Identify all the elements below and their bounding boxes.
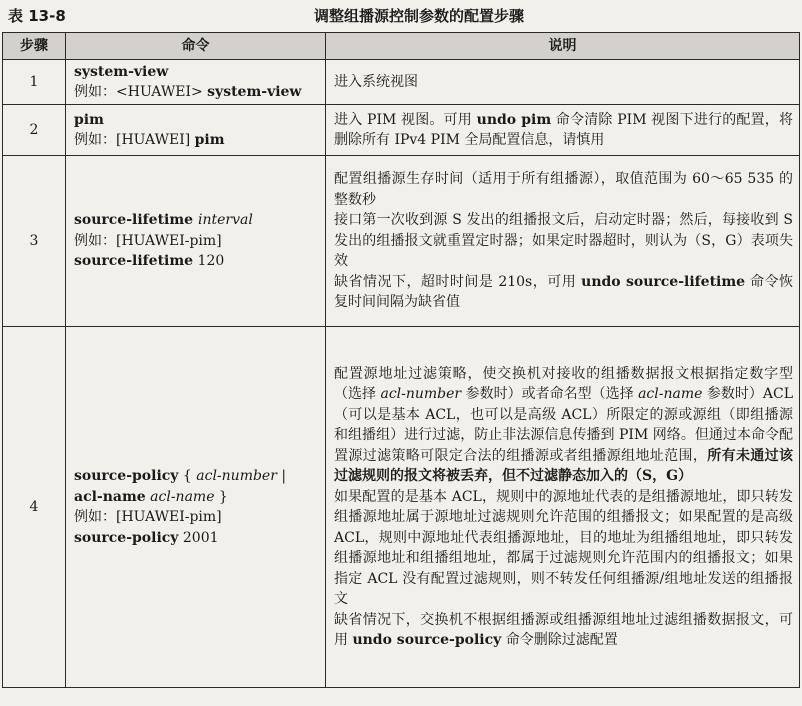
syntax-brace: } xyxy=(214,488,228,505)
table-title: 调整组播源控制参数的配置步骤 xyxy=(313,7,524,25)
desc-paragraph xyxy=(334,610,793,651)
step-number: 4 xyxy=(3,327,66,688)
command-param: acl-name xyxy=(145,488,215,505)
desc-paragraph: 如果配置的是基本 ACL，规则中的源地址代表的是组播源地址，即只转发组播源地址属于源地址过滤规则允许范围的组播报文；如果配置的是高级 ACL，规则中源地址代表组播源地址，目的地址为组播组地址，即只转发组播源地址和组播组地址，都属于过滤规则允许范围内的组播报文；如果指定 ACL 没有配置过滤规则，则不转发任何组播源/组地址发送的组播报文 xyxy=(334,488,793,607)
desc-text: 命令删除过滤配置 xyxy=(501,632,618,648)
step-number: 2 xyxy=(3,105,66,156)
command-name: pim xyxy=(74,111,104,128)
command-cell xyxy=(66,60,326,105)
header-description: 说明 xyxy=(326,33,800,60)
example-prefix: 例如：<HUAWEI> xyxy=(74,84,208,100)
command-name: source-lifetime xyxy=(74,212,198,229)
desc-text: 参数时）ACL（可以是基本 ACL，也可以是高级 ACL）所限定的源或源组（即组播源和组播组）进行过滤，防止非法源信息传播到 PIM 网络。但通过本命令配置源过滤策略可限定合法的组播源或者组播源组地址范围， xyxy=(334,386,793,464)
desc-text: 命令恢复时间间隔为缺省值 xyxy=(334,273,793,311)
example-value: 2001 xyxy=(178,529,219,546)
command-name: system-view xyxy=(74,63,169,80)
desc-emphasis: 所有未通过该过滤规则的报文将被丢弃，但不过滤静态加入的（S，G） xyxy=(334,447,794,484)
table-row xyxy=(3,327,800,688)
desc-text: 进入 PIM 视图。可用 xyxy=(334,111,477,128)
example-value: 120 xyxy=(193,253,225,270)
desc-text: 参数时）或者命名型（选择 xyxy=(461,386,639,402)
command-syntax xyxy=(74,466,319,507)
config-steps-table xyxy=(2,32,800,688)
example-command: system-view xyxy=(207,84,302,100)
desc-text: 配置源地址过滤策略，使交换机对接收的组播数据报文根据指定数字型（选择 xyxy=(334,365,793,402)
header-row xyxy=(3,33,800,60)
command-param: acl-number xyxy=(196,468,277,484)
description-cell xyxy=(326,327,800,688)
step-number: 1 xyxy=(3,60,66,105)
syntax-pipe: | xyxy=(276,468,287,484)
header-step: 步骤 xyxy=(3,33,66,60)
description-cell xyxy=(326,105,800,156)
command-cell xyxy=(66,156,326,327)
table-row xyxy=(3,105,800,156)
example-command: pim xyxy=(194,132,225,148)
command-example: 例如：[HUAWEI-pim] xyxy=(74,509,222,525)
syntax-brace: { xyxy=(178,468,197,484)
desc-text: 缺省情况下，超时时间是 210s，可用 xyxy=(334,273,582,290)
step-number: 3 xyxy=(3,156,66,327)
command-example xyxy=(74,130,319,151)
description-cell xyxy=(326,156,800,327)
command-example-line xyxy=(74,251,319,272)
table-row xyxy=(3,60,800,105)
desc-text: 缺省情况下，交换机不根据组播源或组播源组地址过滤组播数据报文，可用 xyxy=(334,611,793,648)
command-example: 例如：[HUAWEI-pim] xyxy=(74,232,222,249)
command-param: interval xyxy=(197,212,253,229)
table-number: 表 13-8 xyxy=(8,7,66,25)
command-syntax xyxy=(74,210,319,231)
example-command: source-policy xyxy=(74,529,179,546)
command-cell xyxy=(66,327,326,688)
desc-command: undo source-policy xyxy=(352,632,502,648)
description-cell: 进入系统视图 xyxy=(326,60,800,105)
command-keyword: acl-name xyxy=(74,488,146,505)
desc-paragraph xyxy=(334,272,793,313)
desc-param: acl-name xyxy=(638,386,703,402)
desc-paragraph: 接口第一次收到源 S 发出的组播报文后，启动定时器；然后，每接收到 S 发出的组播报文就重置定时器；如果定时器超时，则认为（S，G）表项失效 xyxy=(334,212,793,270)
command-example-line xyxy=(74,528,319,549)
desc-command: undo source-lifetime xyxy=(581,273,746,290)
desc-command: undo pim xyxy=(476,111,552,128)
command-cell xyxy=(66,105,326,156)
desc-paragraph: 配置组播源生存时间（适用于所有组播源），取值范围为 60～65 535 的整数秒 xyxy=(334,171,793,208)
command-example xyxy=(74,82,319,103)
desc-text: 命令清除 PIM 视图下进行的配置，将删除所有 IPv4 PIM 全局配置信息，请慎用 xyxy=(334,111,793,148)
command-name: source-policy xyxy=(74,468,179,484)
table-row xyxy=(3,156,800,327)
desc-param: acl-number xyxy=(380,386,462,402)
example-command: source-lifetime xyxy=(74,253,194,270)
table-caption xyxy=(0,0,802,30)
desc-paragraph xyxy=(334,364,793,487)
example-prefix: 例如：[HUAWEI] xyxy=(74,132,195,148)
header-command: 命令 xyxy=(66,33,326,60)
